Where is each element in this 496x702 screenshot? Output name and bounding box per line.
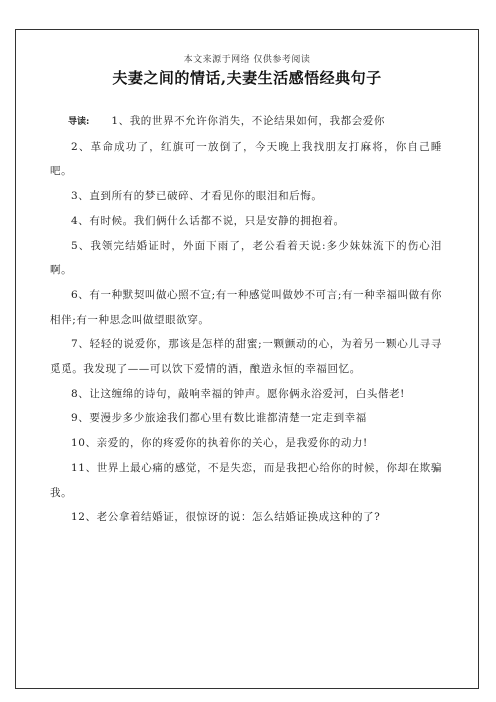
document-title: 夫妻之间的情话,夫妻生活感悟经典句子 [112,69,382,87]
paragraph-5: 5、我领完结婚证时，外面下雨了，老公看着天说:多少妹妹流下的伤心泪啊。 [50,239,442,277]
paragraph-3: 3、直到所有的梦已破碎、才看见你的眼泪和后悔。 [71,190,323,203]
article-body [50,109,442,530]
paragraph-12: 12、老公拿着结婚证，很惊讶的说：怎么结婚证换成这种的了? [71,511,381,524]
paragraph-7: 7、轻轻的说爱你，那该是怎样的甜蜜;一颗颤动的心，为着另一颗心儿寻寻觅觅。我发现了——可以饮下爱情的酒，酿造永恒的幸福回忆。 [50,338,442,376]
intro-label: 导读: [68,117,90,127]
paragraph-6: 6、有一种默契叫做心照不宣;有一种感觉叫做妙不可言;有一种幸福叫做有你相伴;有一种思念叫做望眼欲穿。 [50,288,442,326]
source-note: 本文来源于网络 仅供参考阅读 [183,55,311,65]
paragraph-9: 9、要漫步多少旅途我们都心里有数比谁都清楚一定走到幸福 [71,412,367,425]
document-page [15,29,479,689]
paragraph-4: 4、有时候。我们俩什么话都不说，只是安静的拥抱着。 [71,214,345,227]
paragraph-1-text: 1、我的世界不允许你消失，不论结果如何，我都会爱你 [111,115,386,127]
paragraph-2: 2、革命成功了，红旗可一放倒了，今天晚上我找朋友打麻将，你自己睡吧。 [50,140,442,178]
paragraph-10: 10、亲爱的，你的疼爱你的执着你的关心，是我爱你的动力! [71,437,368,450]
paragraph-8: 8、让这缠绵的诗句，敲响幸福的钟声。愿你俩永浴爱河，白头偕老! [71,387,405,400]
paragraph-11: 11、世界上最心痛的感觉，不是失恋，而是我把心给你的时候，你却在欺骗我。 [50,461,442,499]
paragraph-1 [50,109,442,135]
